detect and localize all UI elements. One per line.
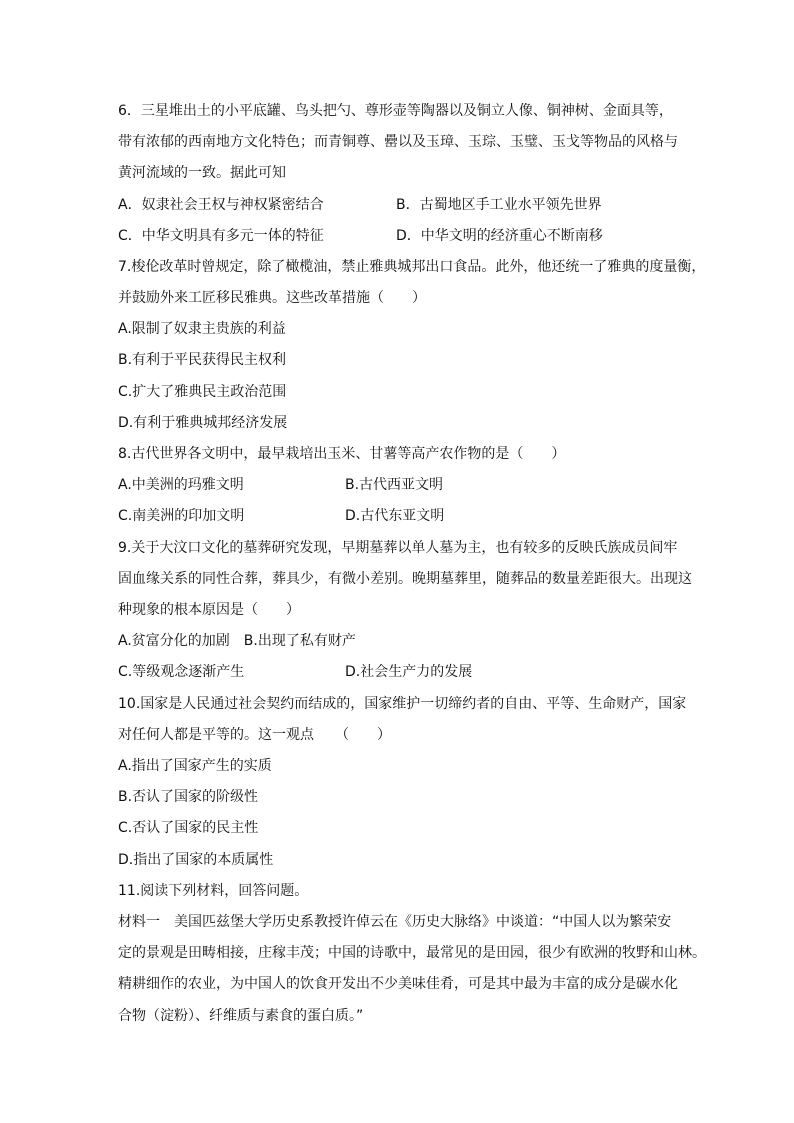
q9-stem-line-3: 种现象的根本原因是（ ） (118, 602, 300, 618)
q7-option-b: B.有利于平民获得民主权利 (118, 352, 287, 368)
q7-option-a: A.限制了奴隶主贵族的利益 (118, 321, 286, 337)
q8-option-a: A.中美洲的玛雅文明 (118, 477, 244, 493)
q6-option-a: A．奴隶社会王权与神权紧密结合 (118, 197, 324, 213)
q8-option-c: C.南美洲的印加文明 (118, 508, 245, 524)
q9-stem-line-1: 9.关于大汶口文化的墓葬研究发现，早期墓葬以单人墓为主，也有较多的反映氏族成员间牢 (118, 540, 678, 556)
q8-option-b: B.古代西亚文明 (345, 477, 444, 493)
q6-option-b: B．古蜀地区手工业水平领先世界 (396, 197, 602, 213)
q10-option-c: C.否认了国家的民主性 (118, 820, 259, 836)
q10-stem-line-1: 10.国家是人民通过社会契约而结成的，国家维护一切缔约者的自由、平等、生命财产，国家 (118, 696, 687, 712)
q10-option-d: D.指出了国家的本质属性 (118, 852, 274, 868)
q7-stem-line-1: 7.梭伦改革时曾规定，除了橄榄油，禁止雅典城邦出口食品。此外，他还统一了雅典的度量衡， (118, 259, 706, 275)
q6-option-c: C．中华文明具有多元一体的特征 (118, 228, 324, 244)
q7-stem-line-2: 并鼓励外来工匠移民雅典。这些改革措施（ ） (118, 290, 426, 306)
q6-stem-line-3: 黄河流域的一致。据此可知 (118, 165, 286, 181)
q11-material-line-3: 精耕细作的农业，为中国人的饮食开发出不少美味佳肴，可是其中最为丰富的成分是碳水化 (118, 976, 678, 992)
q11-material-line-4: 合物（淀粉）、纤维质与素食的蛋白质。” (118, 1008, 364, 1024)
q9-option-c: C.等级观念逐渐产生 (118, 664, 245, 680)
q9-option-ab: A.贫富分化的加剧 B.出现了私有财产 (118, 633, 356, 649)
q7-option-c: C.扩大了雅典民主政治范围 (118, 384, 287, 400)
q7-option-d: D.有利于雅典城邦经济发展 (118, 415, 288, 431)
q9-option-d: D.社会生产力的发展 (345, 664, 473, 680)
q9-stem-line-2: 固血缘关系的同性合葬，葬具少，有微小差别。晚期墓葬里，随葬品的数量差距很大。出现这 (118, 571, 692, 587)
q11-material-line-1: 材料一 美国匹兹堡大学历史系教授许倬云在《历史大脉络》中谈道：“中国人以为繁荣安 (118, 914, 672, 930)
q6-option-d: D．中华文明的经济重心不断南移 (396, 228, 603, 244)
q8-option-d: D.古代东亚文明 (345, 508, 445, 524)
q6-stem-line-1: 6．三星堆出土的小平底罐、鸟头把勺、尊形壶等陶器以及铜立人像、铜神树、金面具等， (118, 103, 673, 119)
q8-stem-line-1: 8.古代世界各文明中，最早栽培出玉米、甘薯等高产农作物的是（ ） (118, 446, 566, 462)
q11-material-line-2: 定的景观是田畴相接，庄稼丰茂；中国的诗歌中，最常见的是田园，很少有欧洲的牧野和山林。 (118, 945, 706, 961)
q10-option-a: A.指出了国家产生的实质 (118, 758, 272, 774)
q10-stem-line-2: 对任何人都是平等的。这一观点 （ ） (118, 727, 391, 743)
q10-option-b: B.否认了国家的阶级性 (118, 789, 259, 805)
q6-stem-line-2: 带有浓郁的西南地方文化特色；而青铜尊、罍以及玉璋、玉琮、玉璧、玉戈等物品的风格与 (118, 134, 678, 150)
q11-stem-line-1: 11.阅读下列材料，回答问题。 (118, 883, 309, 899)
